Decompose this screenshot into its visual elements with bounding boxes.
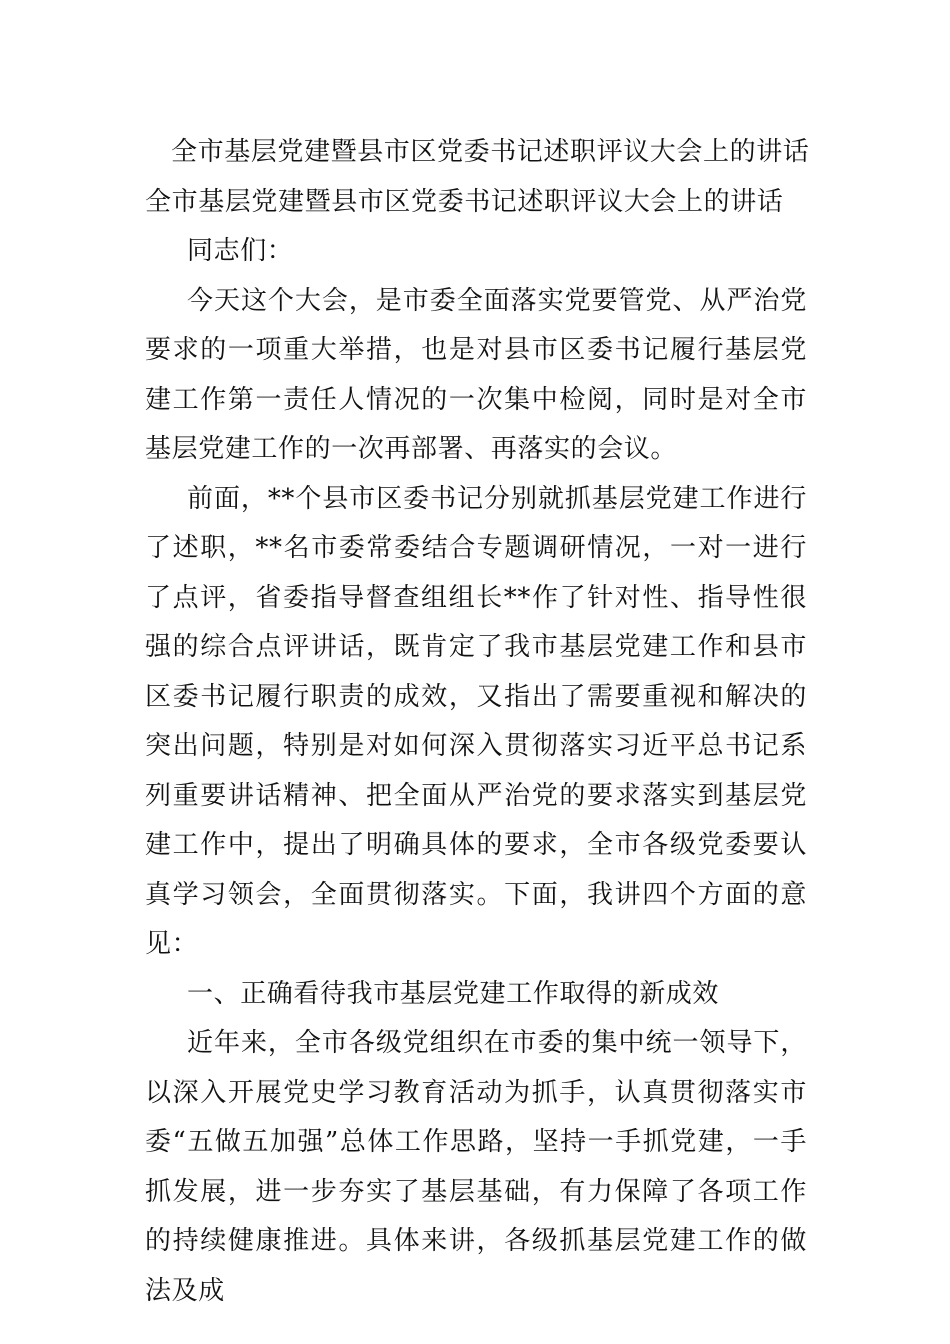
paragraph-section-one: 近年来，全市各级党组织在市委的集中统一领导下，以深入开展党史学习教育活动为抓手，认真贯彻落实市委“五做五加强”总体工作思路，坚持一手抓党建，一手抓发展，进一步夯实了基层基础，有力保障了各项工作的持续健康推进。具体来讲，各级抓基层党建工作的做法及成	[145, 1028, 807, 1306]
section-heading: 一、正确看待我市基层党建工作取得的新成效	[187, 978, 720, 1009]
paragraph-intro: 今天这个大会，是市委全面落实党要管党、从严治党要求的一项重大举措，也是对县市区委书记履行基层党建工作第一责任人情况的一次集中检阅，同时是对全市基层党建工作的一次再部署、再落实的会议。	[145, 285, 807, 464]
document-title: 全市基层党建暨县市区党委书记述职评议大会上的讲话	[171, 137, 810, 167]
paragraph-review: 前面，**个县市区委书记分别就抓基层党建工作进行了述职，**名市委常委结合专题调研情况，一对一进行了点评，省委指导督查组组长**作了针对性、指导性很强的综合点评讲话，既肯定了我市基层党建工作和县市区委书记履行职责的成效，又指出了需要重视和解决的突出问题，特别是对如何深入贯彻落实习近平总书记系列重要讲话精神、把全面从严治党的要求落实到基层党建工作中，提出了明确具体的要求，全市各级党委要认真学习领会，全面贯彻落实。下面，我讲四个方面的意见：	[145, 483, 807, 959]
document-subtitle: 全市基层党建暨县市区党委书记述职评议大会上的讲话	[145, 186, 784, 217]
document-body	[145, 128, 810, 1316]
greeting: 同志们：	[187, 236, 294, 266]
